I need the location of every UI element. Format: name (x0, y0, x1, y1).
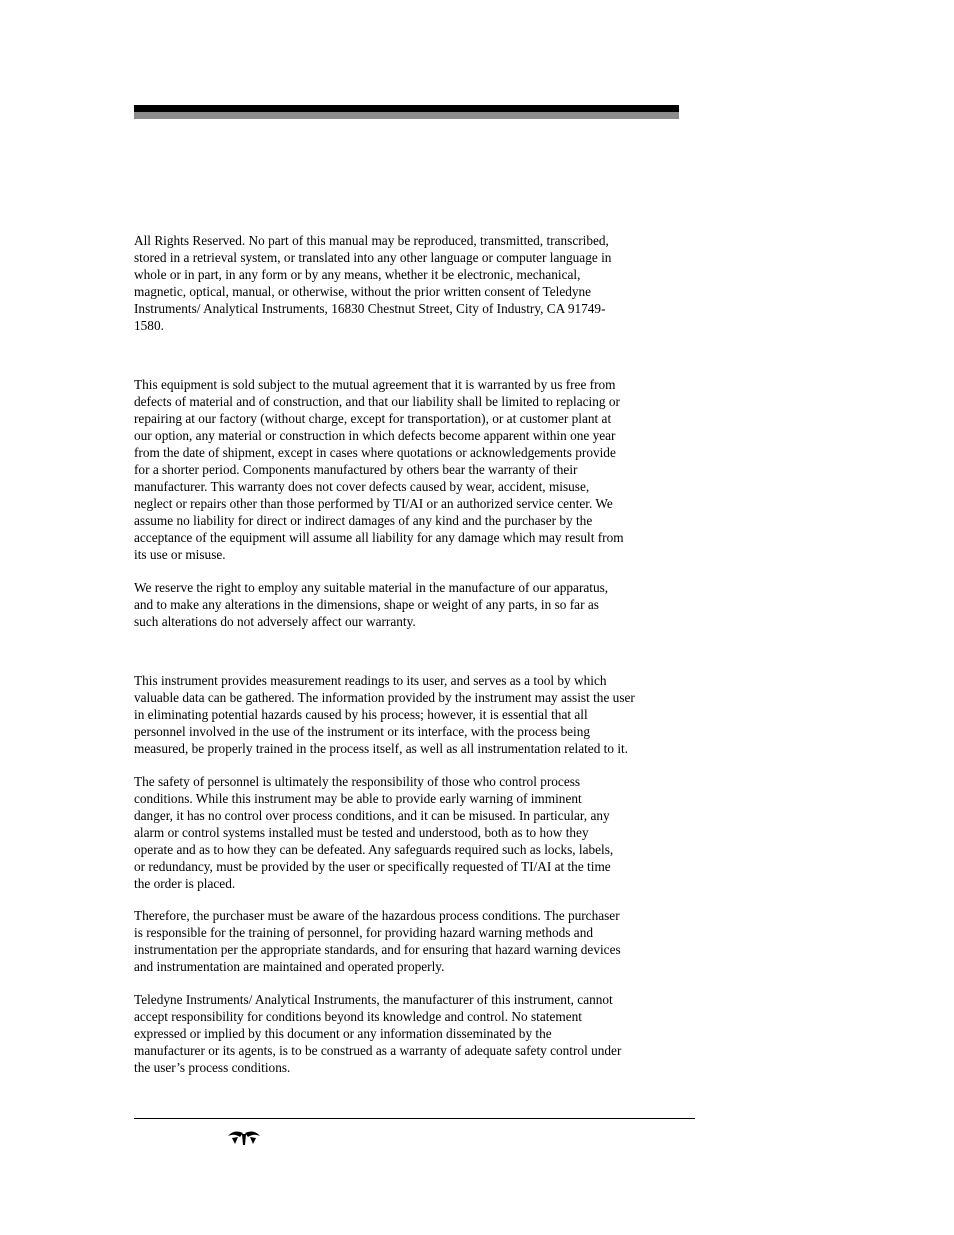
footer-rule (134, 1118, 695, 1119)
warranty-paragraph: This equipment is sold subject to the mutual agreement that it is warranted by us free from defects of material and of construction, and that our liability shall be limited to replacing or repairing at our factory (without charge, except for transportation), or at customer plant at our option, any material or construction in which defects become apparent within one year from the date of shipment, except in cases where quotations or acknowledgements provide for a shorter period. Components manufactured by others bear the warranty of their manufacturer. This warranty does not cover defects caused by wear, accident, misuse, neglect or repairs other than those performed by TI/AI or an authorized service center. We assume no liability for direct or indirect damages of any kind and the purchaser by the acceptance of the equipment will assume all liability for any damage which may result from its use or misuse. (134, 377, 624, 562)
purchaser-paragraph: Therefore, the purchaser must be aware of the hazardous process conditions. The purchaser is responsible for the training of personnel, for providing hazard warning methods and instrumentation per the appropriate standards, and for ensuring that hazard warning devices and instrumentation are maintained and operated properly. (134, 908, 621, 974)
safety-intro-paragraph: This instrument provides measurement readings to its user, and serves as a tool by which valuable data can be gathered. The information provided by the instrument may assist the user in eliminating potential hazards caused by his process; however, it is essential that all personnel involved in the use of the instrument or its interface, with the process being measured, be properly trained in the process itself, as well as all instrumentation related to it. (134, 673, 635, 756)
safety-responsibility-paragraph: The safety of personnel is ultimately the responsibility of those who control process conditions. While this instrument may be able to provide early warning of imminent danger, it has no control over process conditions, and it can be misused. In particular, any alarm or control systems installed must be tested and understood, both as to how they operate and as to how they can be defeated. Any safeguards required such as locks, labels, or redundancy, must be provided by the user or specifically requested of TI/AI at the time the order is placed. (134, 774, 614, 891)
disclaimer-paragraph: Teledyne Instruments/ Analytical Instruments, the manufacturer of this instrument, cannot accept responsibility for conditions beyond its knowledge and control. No statement expressed or implied by this document or any information disseminated by the manufacturer or its agents, is to be construed as a warranty of adequate safety control under the user’s process conditions. (134, 992, 622, 1075)
alterations-paragraph: We reserve the right to employ any suitable material in the manufacture of our apparatus, and to make any alterations in the dimensions, shape or weight of any parts, in so far as such alterations do not adversely affect our warranty. (134, 580, 609, 629)
header-rule-gray (134, 112, 679, 119)
header-rule-dark (134, 105, 679, 112)
teledyne-logo-icon (226, 1128, 262, 1146)
copyright-paragraph: All Rights Reserved. No part of this manual may be reproduced, transmitted, transcribed, stored in a retrieval system, or translated into any other language or computer language in whole or in part, in any form or by any means, whether it be electronic, mechanical, magnetic, optical, manual, or otherwise, without the prior written consent of Teledyne Instruments/ Analytical Instruments, 16830 Chestnut Street, City of Industry, CA 91749- 1580. (134, 233, 612, 333)
